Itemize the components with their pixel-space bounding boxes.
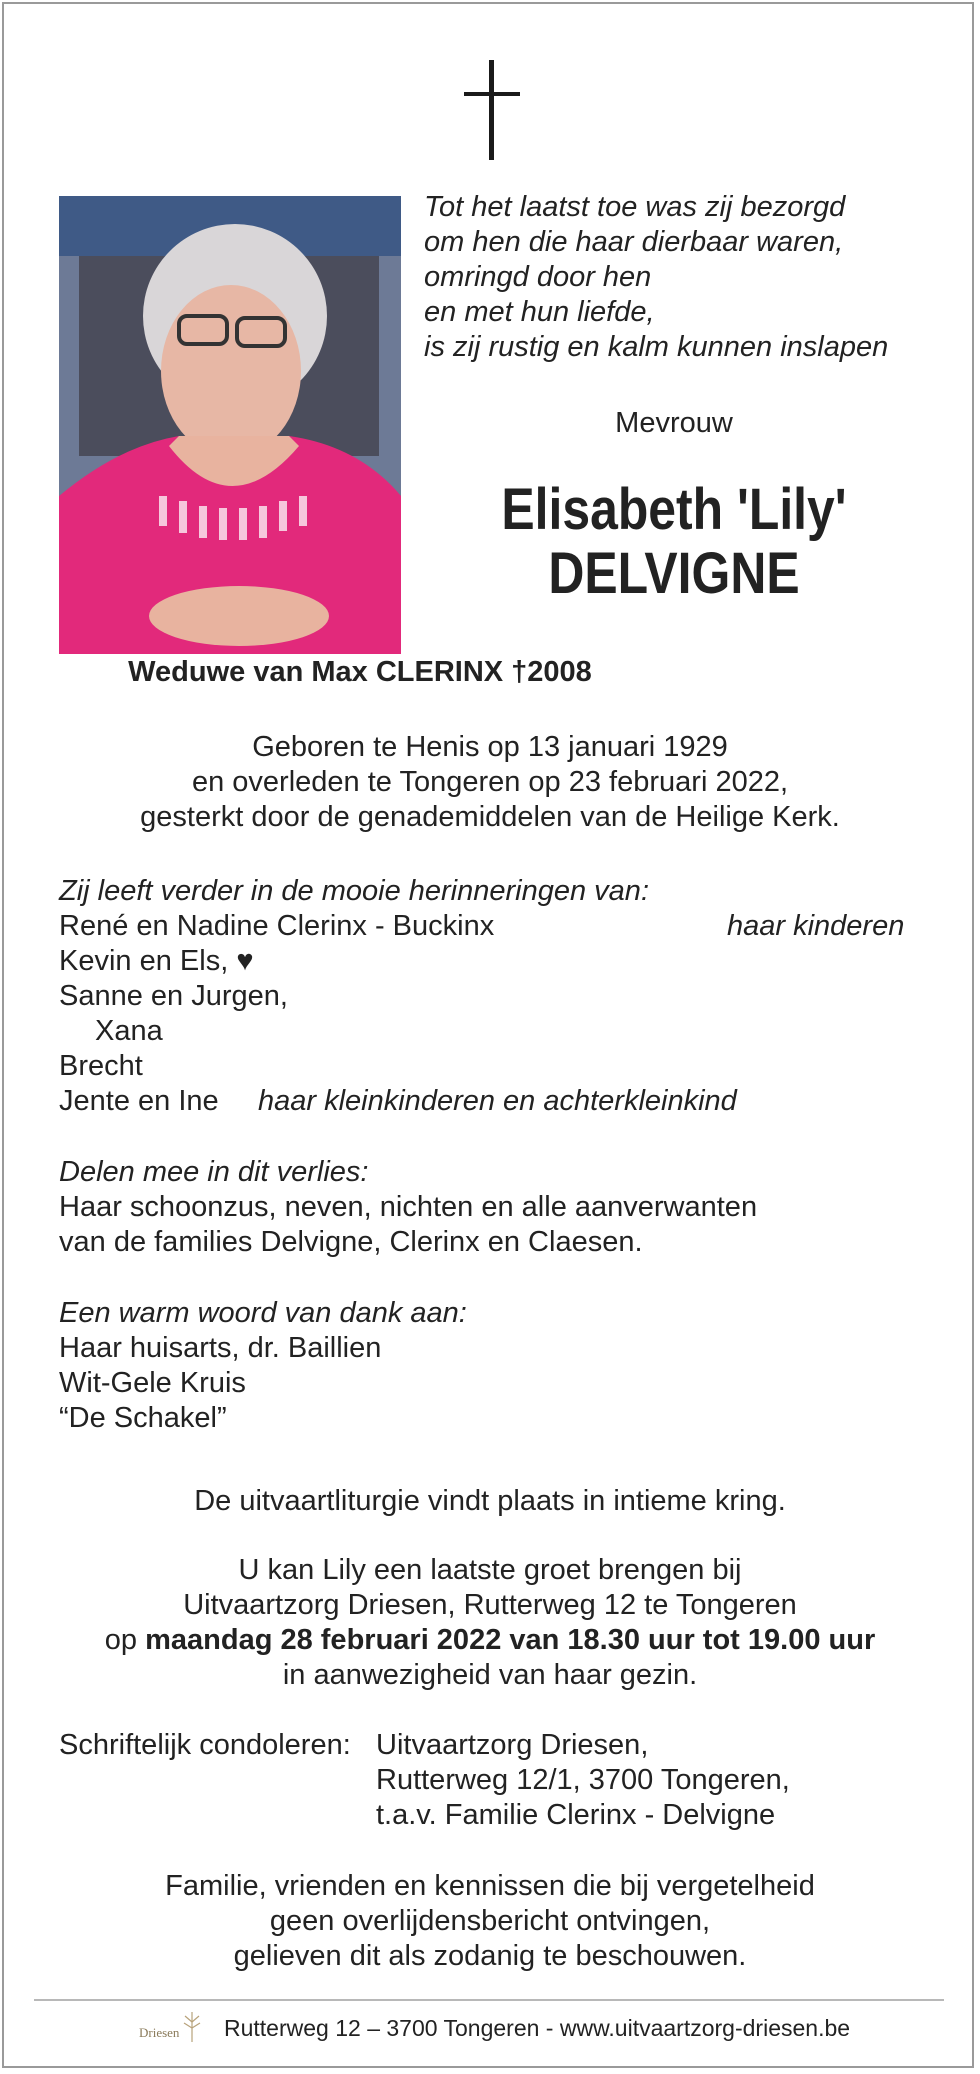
children-role: haar kinderen (727, 910, 905, 942)
cross-icon (464, 60, 520, 160)
thanks-line: Haar huisarts, dr. Baillien (59, 1332, 382, 1364)
thanks-line: “De Schakel” (59, 1402, 227, 1434)
family-heading: Zij leeft verder in de mooie herinneringen van: (59, 875, 649, 907)
condolence-address: Uitvaartzorg Driesen, (376, 1729, 649, 1761)
spouse-line: Weduwe van Max CLERINX †2008 (128, 656, 592, 688)
poem-line: is zij rustig en kalm kunnen inslapen (424, 331, 889, 363)
driesen-logo (137, 2008, 207, 2050)
footer-divider (34, 1999, 944, 2001)
grandchild-line: Jente en Ine (59, 1085, 219, 1117)
salutation: Mevrouw (615, 407, 733, 439)
loss-line: van de families Delvigne, Clerinx en Claesen. (59, 1226, 643, 1258)
visit-date-line (0, 1623, 980, 1658)
grandchild-line: Brecht (59, 1050, 143, 1082)
condolence-address: t.a.v. Familie Clerinx - Delvigne (376, 1799, 776, 1831)
visit-line: Uitvaartzorg Driesen, Rutterweg 12 te Tongeren (183, 1589, 797, 1621)
visit-prefix: op (104, 1624, 138, 1656)
deceased-name: Elisabeth 'Lily' (501, 477, 847, 542)
loss-heading: Delen mee in dit verlies: (59, 1156, 369, 1188)
thanks-line: Wit-Gele Kruis (59, 1367, 246, 1399)
closing-line: gelieven dit als zodanig te beschouwen. (233, 1940, 747, 1972)
visit-line: U kan Lily een laatste groet brengen bij (238, 1554, 742, 1586)
deceased-surname: DELVIGNE (548, 541, 800, 606)
closing-line: Familie, vrienden en kennissen die bij vergetelheid (165, 1870, 815, 1902)
visit-line: in aanwezigheid van haar gezin. (282, 1659, 698, 1691)
poem-line: Tot het laatst toe was zij bezorgd (424, 191, 846, 223)
closing-line: geen overlijdensbericht ontvingen, (269, 1905, 711, 1937)
birth-line: gesterkt door de genademiddelen van de Heilige Kerk. (140, 801, 840, 833)
grandchild-role: haar kleinkinderen en achterkleinkind (258, 1085, 737, 1117)
condolence-label: Schriftelijk condoleren: (59, 1729, 351, 1761)
loss-line: Haar schoonzus, neven, nichten en alle aanverwanten (59, 1191, 758, 1223)
children-names: René en Nadine Clerinx - Buckinx (59, 910, 495, 942)
logo-text: Driesen (139, 2025, 180, 2040)
poem-line: omringd door hen (424, 261, 652, 293)
birth-line: Geboren te Henis op 13 januari 1929 (252, 731, 728, 763)
birth-line: en overleden te Tongeren op 23 februari 2022, (191, 766, 789, 798)
visit-date: maandag 28 februari 2022 van 18.30 uur tot 19.00 uur (145, 1624, 876, 1656)
grandchild-line: Kevin en Els, ♥ (59, 945, 254, 977)
poem-line: en met hun liefde, (424, 296, 655, 328)
poem-line: om hen die haar dierbaar waren, (424, 226, 844, 258)
portrait-photo (59, 196, 401, 654)
grandchild-line: Sanne en Jurgen, (59, 980, 288, 1012)
condolence-address: Rutterweg 12/1, 3700 Tongeren, (376, 1764, 790, 1796)
liturgy-line: De uitvaartliturgie vindt plaats in intieme kring. (194, 1485, 786, 1517)
greatgrandchild-line: Xana (95, 1015, 163, 1047)
thanks-heading: Een warm woord van dank aan: (59, 1297, 467, 1329)
footer-address: Rutterweg 12 – 3700 Tongeren - www.uitvaartzorg-driesen.be (224, 2015, 851, 2041)
